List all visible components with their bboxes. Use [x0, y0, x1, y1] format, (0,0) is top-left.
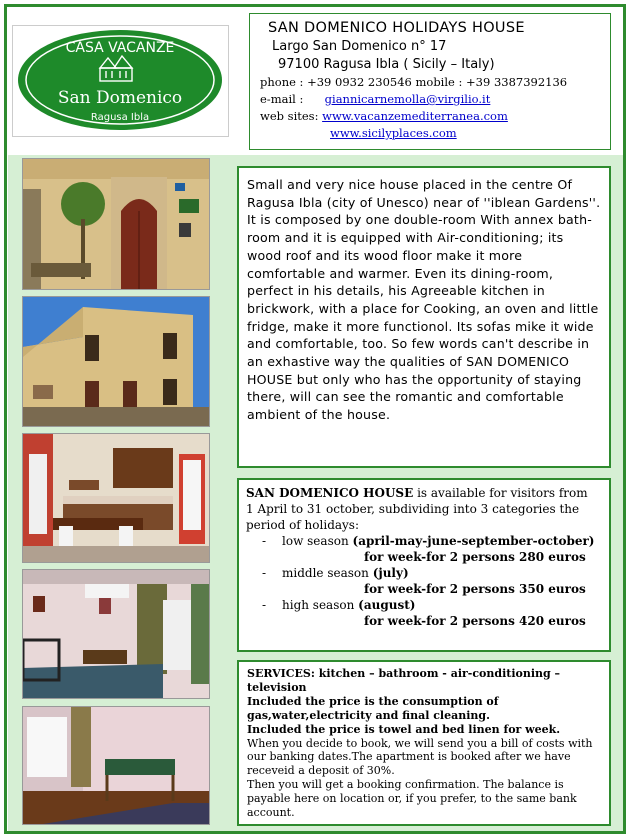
email-line [260, 92, 600, 106]
season-months: (august) [358, 598, 416, 612]
email-label: e-mail : [260, 92, 304, 106]
web-line [260, 109, 600, 123]
address-line-1: Largo San Domenico n° 17 [272, 39, 447, 54]
facade-photo [22, 158, 210, 290]
payment-info: Then you will get a booking confirmation. The balance is payable here on location or, if you prefer, to the same bank account. [247, 778, 577, 820]
web-label: web sites: [260, 109, 319, 123]
kitchen-photo [22, 433, 210, 563]
web-line-2 [260, 126, 600, 140]
services-list: SERVICES: kitchen – bathroom - air-conditioning – television [247, 667, 561, 694]
availability-intro [246, 485, 602, 501]
availability-title: SAN DOMENICO HOUSE [246, 486, 414, 500]
availability-intro-2: 1 April to 31 october, subdividing into 3 categories the period of holidays: [246, 502, 580, 532]
logo-main-text: San Domenico [57, 88, 183, 108]
availability-intro-1: is available for visitors from [417, 486, 588, 500]
services-included-linen: Included the price is towel and bed linen for week. [247, 722, 561, 736]
services-box [237, 660, 611, 826]
season-price: for week-for 2 persons 420 euros [364, 614, 586, 628]
living-room-photo [22, 706, 210, 825]
logo-top-text: CASA VACANZE [65, 40, 175, 56]
house-title: SAN DOMENICO HOLIDAYS HOUSE [268, 20, 525, 36]
season-row-middle: - middle season (july) [261, 566, 409, 580]
season-label: high season [282, 598, 355, 612]
building-photo [22, 296, 210, 427]
header-info-box [249, 13, 611, 150]
website-link-1[interactable]: www.vacanzemediterranea.com [322, 109, 508, 123]
website-link-2[interactable]: www.sicilyplaces.com [330, 126, 457, 140]
services-included-utilities: Included the price is the consumption of gas,water,electricity and final cleaning. [247, 694, 499, 722]
season-price: for week-for 2 persons 350 euros [364, 582, 586, 596]
season-months: (july) [372, 566, 409, 580]
email-link[interactable]: giannicarnemolla@virgilio.it [324, 92, 491, 106]
logo-bottom-text: Ragusa Ibla [90, 112, 150, 123]
booking-info: When you decide to book, we will send you a bill of costs with our banking dates.The apartment is booked after we have receveid a deposit of 30%. [247, 736, 593, 778]
season-label: low season [282, 534, 349, 548]
season-label: middle season [282, 566, 369, 580]
season-months: (april-may-june-september-october) [352, 534, 595, 548]
description-text: Small and very nice house placed in the centre Of Ragusa Ibla (city of Unesco) near of ''iblean Gardens''. It is composed by one double-room With annex bath-room and it is equipped with Air-conditioning; its wood roof and its wood floor make it more comfortable and warmer. Even its dining-room, perfect in his details, his Agreeable kitchen in brickwork, with a place for Cooking, an oven and little fridge, make it more functionol. Its sofas mike it wide and comfortable, too. So few words can't describe in an exhastive way the qualities of SAN DOMENICO HOUSE but only who has the opportunity of staying there, will can see the romantic and comfortable ambient of the house. [247, 177, 601, 423]
season-row-low: - low season (april-may-june-september-october) [261, 534, 595, 548]
address-line-2: 97100 Ragusa Ibla ( Sicily – Italy) [278, 57, 495, 72]
bedroom-photo [22, 569, 210, 699]
season-row-high: - high season (august) [261, 598, 416, 612]
description-box [237, 166, 611, 468]
availability-box [237, 478, 611, 652]
season-price: for week-for 2 persons 280 euros [364, 550, 586, 564]
logo [16, 28, 224, 132]
phone-line: phone : +39 0932 230546 mobile : +39 3387392136 [260, 75, 568, 89]
